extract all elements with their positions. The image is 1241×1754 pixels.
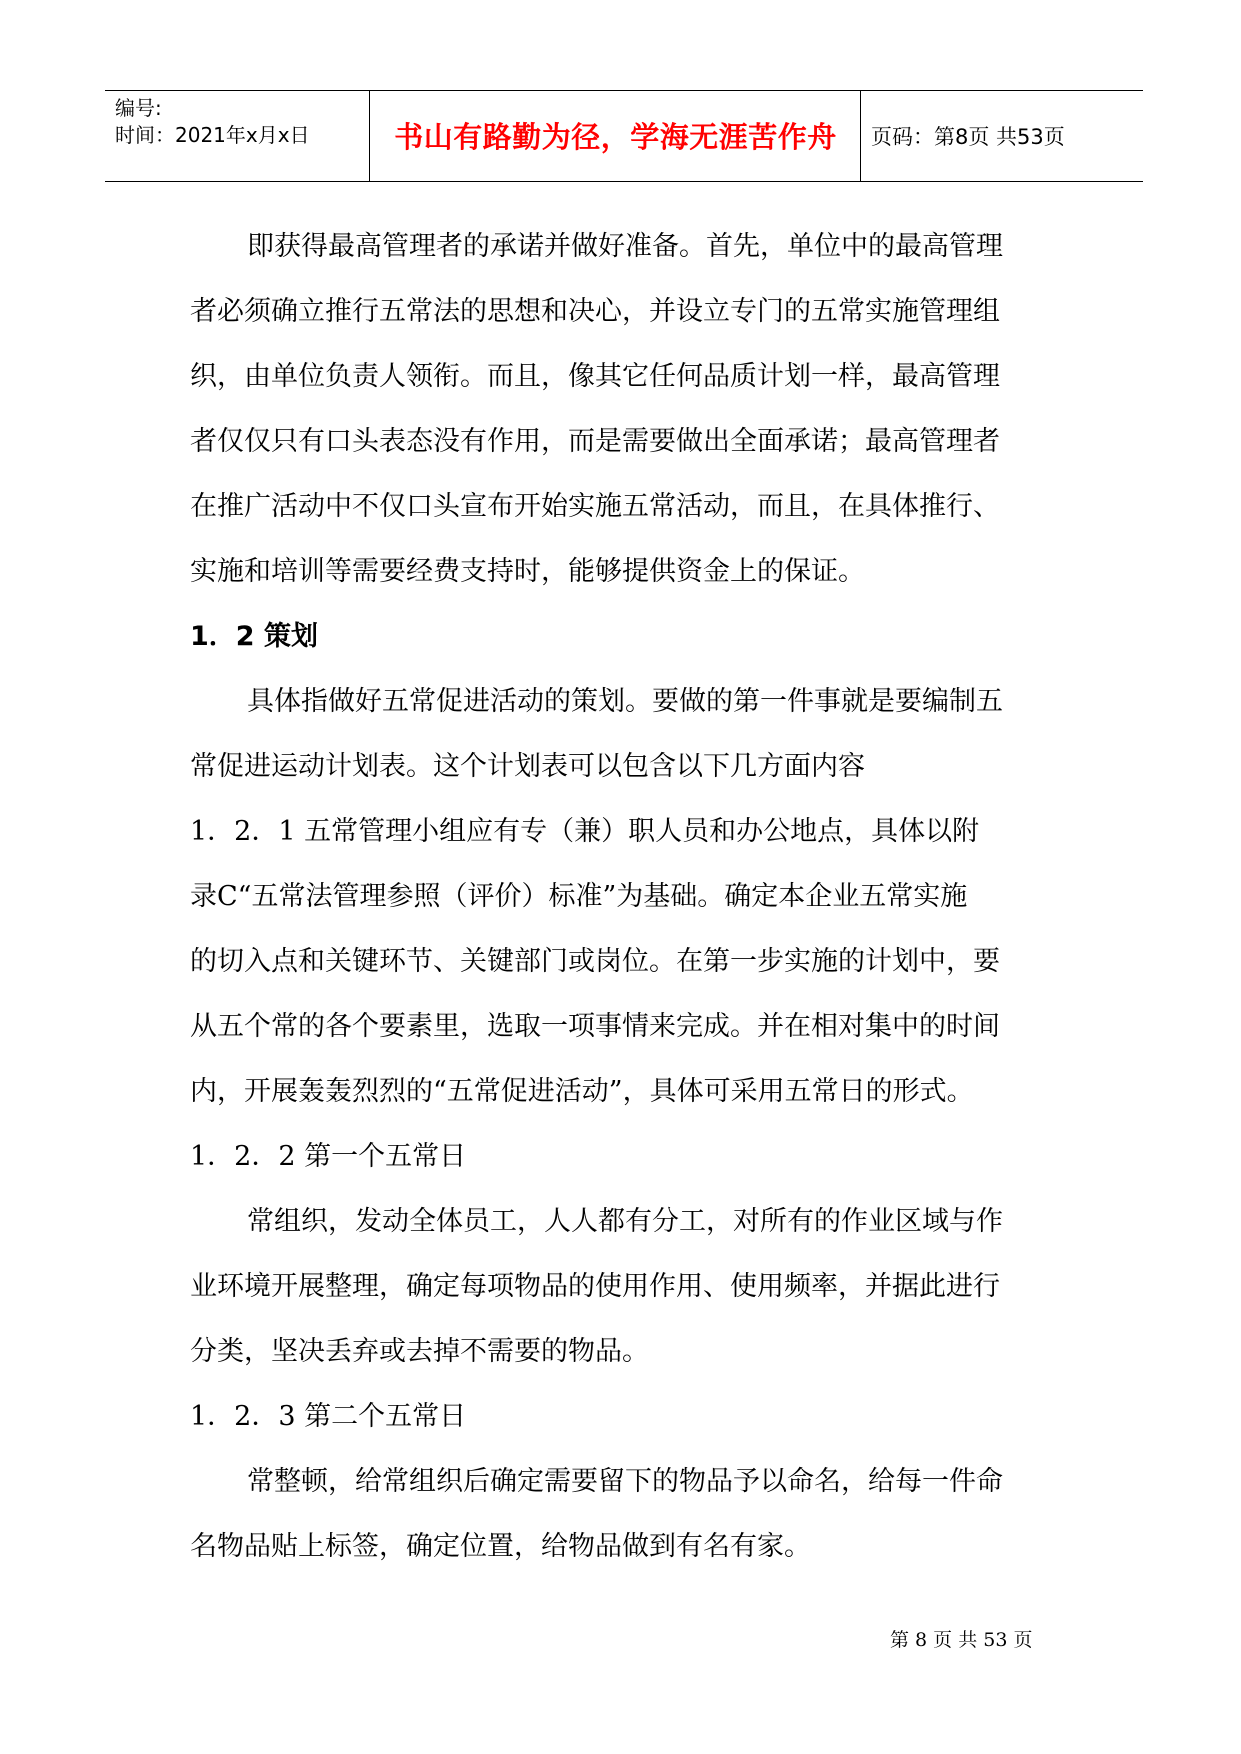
paragraph-line: 分类，坚决丢弃或去掉不需要的物品。 xyxy=(190,1336,649,1367)
header-divider xyxy=(369,91,370,181)
subsection-line: 1．2．1 五常管理小组应有专（兼）职人员和办公地点，具体以附 xyxy=(190,816,980,847)
section-heading: 1．2 策划 xyxy=(190,621,318,652)
document-number-label: 编号: xyxy=(115,96,162,120)
subsection-heading: 1．2．2 第一个五常日 xyxy=(190,1141,467,1172)
paragraph-line: 的切入点和关键环节、关键部门或岗位。在第一步实施的计划中，要 xyxy=(190,946,1000,977)
paragraph-line: 具体指做好五常促进活动的策划。要做的第一件事就是要编制五 xyxy=(247,686,1003,717)
subsection-heading: 1．2．3 第二个五常日 xyxy=(190,1401,467,1432)
paragraph-line: 业环境开展整理，确定每项物品的使用作用、使用频率，并据此进行 xyxy=(190,1271,1000,1302)
header-divider xyxy=(860,91,861,181)
paragraph-line: 即获得最高管理者的承诺并做好准备。首先，单位中的最高管理 xyxy=(247,231,1003,262)
document-header xyxy=(105,90,1143,182)
document-time-label: 时间：2021年x月x日 xyxy=(115,123,310,147)
paragraph-line: 常整顿，给常组织后确定需要留下的物品予以命名，给每一件命 xyxy=(247,1466,1003,1497)
paragraph-line: 常组织，发动全体员工，人人都有分工，对所有的作业区域与作 xyxy=(247,1206,1003,1237)
page-footer: 第 8 页 共 53 页 xyxy=(890,1629,1033,1651)
paragraph-line: 从五个常的各个要素里，选取一项事情来完成。并在相对集中的时间 xyxy=(190,1011,1000,1042)
header-motto: 书山有路勤为径，学海无涯苦作舟 xyxy=(394,120,837,154)
paragraph-line: 者仅仅只有口头表态没有作用，而是需要做出全面承诺；最高管理者 xyxy=(190,426,1000,457)
paragraph-line: 内，开展轰轰烈烈的“五常促进活动”，具体可采用五常日的形式。 xyxy=(190,1076,974,1107)
header-page-info: 页码：第8页 共53页 xyxy=(871,124,1065,149)
paragraph-line: 名物品贴上标签，确定位置，给物品做到有名有家。 xyxy=(190,1531,811,1562)
paragraph-line: 织，由单位负责人领衔。而且，像其它任何品质计划一样，最高管理 xyxy=(190,361,1000,392)
header-meta xyxy=(115,95,310,149)
paragraph-line: 实施和培训等需要经费支持时，能够提供资金上的保证。 xyxy=(190,556,865,587)
paragraph-line: 在推广活动中不仅口头宣布开始实施五常活动，而且，在具体推行、 xyxy=(190,491,1000,522)
paragraph-line: 常促进运动计划表。这个计划表可以包含以下几方面内容 xyxy=(190,751,865,782)
paragraph-line: 者必须确立推行五常法的思想和决心，并设立专门的五常实施管理组 xyxy=(190,296,1000,327)
document-body xyxy=(190,214,1070,1579)
paragraph-line: 录C“五常法管理参照（评价）标准”为基础。确定本企业五常实施 xyxy=(190,881,968,912)
